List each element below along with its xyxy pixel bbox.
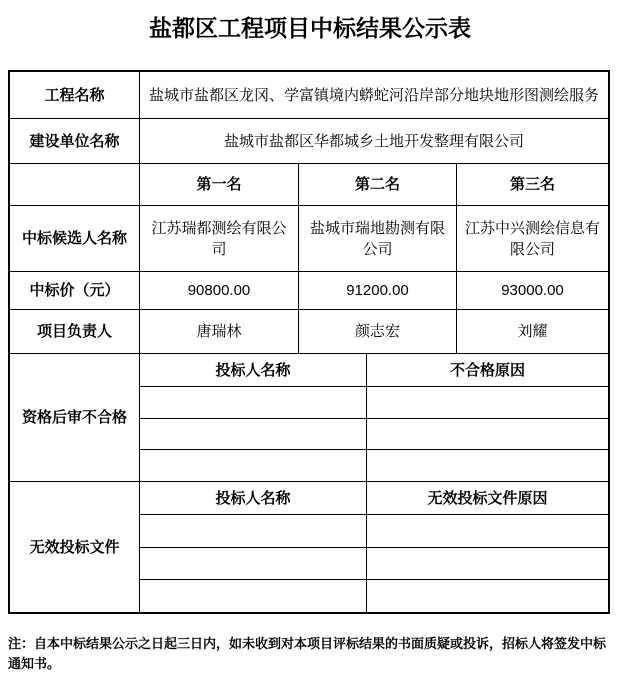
invalid-bidder-header: 投标人名称 [140,482,367,514]
unqualified-row-3-bidder [140,450,367,481]
table-row-invalid [10,482,608,612]
invalid-row-3 [140,580,608,612]
candidate-1: 江苏瑞都测绘有限公司 [140,206,299,271]
invalid-subtable-header [140,482,608,515]
unqualified-label: 资格后审不合格 [10,354,140,481]
project-name-label: 工程名称 [10,72,140,118]
price-1: 90800.00 [140,272,299,309]
candidates-label: 中标候选人名称 [10,206,140,271]
table-row-candidates [10,206,608,272]
unqualified-row-1 [140,387,608,419]
invalid-row-3-reason [367,580,608,612]
invalid-row-2-bidder [140,548,367,580]
unqualified-row-3-reason [367,450,608,481]
rank-header-first: 第一名 [140,164,299,205]
table-row-project [10,72,608,119]
rank-header-second: 第二名 [299,164,457,205]
invalid-row-2 [140,548,608,581]
unqualified-row-2 [140,419,608,451]
owner-value: 盐城市盐都区华都城乡土地开发整理有限公司 [223,132,524,150]
unqualified-bidder-header: 投标人名称 [140,354,367,386]
invalid-row-1-reason [367,515,608,547]
candidate-2: 盐城市瑞地勘测有限公司 [299,206,457,271]
unqualified-row-1-reason [367,387,608,418]
invalid-row-1 [140,515,608,548]
table-row-unqualified [10,354,608,482]
invalid-row-3-bidder [140,580,367,612]
manager-3: 刘耀 [517,323,548,340]
unqualified-row-3 [140,450,608,481]
invalid-subtable [140,482,608,612]
owner-label: 建设单位名称 [10,119,140,163]
unqualified-row-2-bidder [140,419,367,450]
manager-label: 项目负责人 [10,310,140,353]
manager-2: 颜志宏 [299,310,457,353]
price-2: 91200.00 [299,272,457,309]
unqualified-subtable-header [140,354,608,387]
price-3: 93000.00 [501,282,564,299]
project-name-value: 盐城市盐都区龙冈、学富镇境内蟒蛇河沿岸部分地块地形图测绘服务 [148,86,599,104]
rank-header-third: 第三名 [509,176,555,193]
bid-result-table [8,70,610,614]
table-row-managers [10,310,608,354]
unqualified-row-1-bidder [140,387,367,418]
price-label: 中标价（元） [10,272,140,309]
candidate-3: 江苏中兴测绘信息有限公司 [464,219,600,258]
manager-1: 唐瑞林 [140,310,299,353]
table-row-rank-headers [10,164,608,206]
footer-note: 注：自本中标结果公示之日起三日内，如未收到对本项目评标结果的书面质疑或投诉，招标人将签发中标通知书。 [8,636,607,671]
rank-header-empty-cell [10,164,140,205]
invalid-row-1-bidder [140,515,367,547]
table-row-prices [10,272,608,310]
unqualified-subtable [140,354,608,481]
unqualified-reason-header: 不合格原因 [449,361,525,379]
page-title: 盐都区工程项目中标结果公示表 [149,15,471,41]
unqualified-row-2-reason [367,419,608,450]
invalid-row-2-reason [367,548,608,580]
invalid-reason-header: 无效投标文件原因 [427,489,548,507]
table-row-owner [10,119,608,164]
invalid-label: 无效投标文件 [10,482,140,612]
